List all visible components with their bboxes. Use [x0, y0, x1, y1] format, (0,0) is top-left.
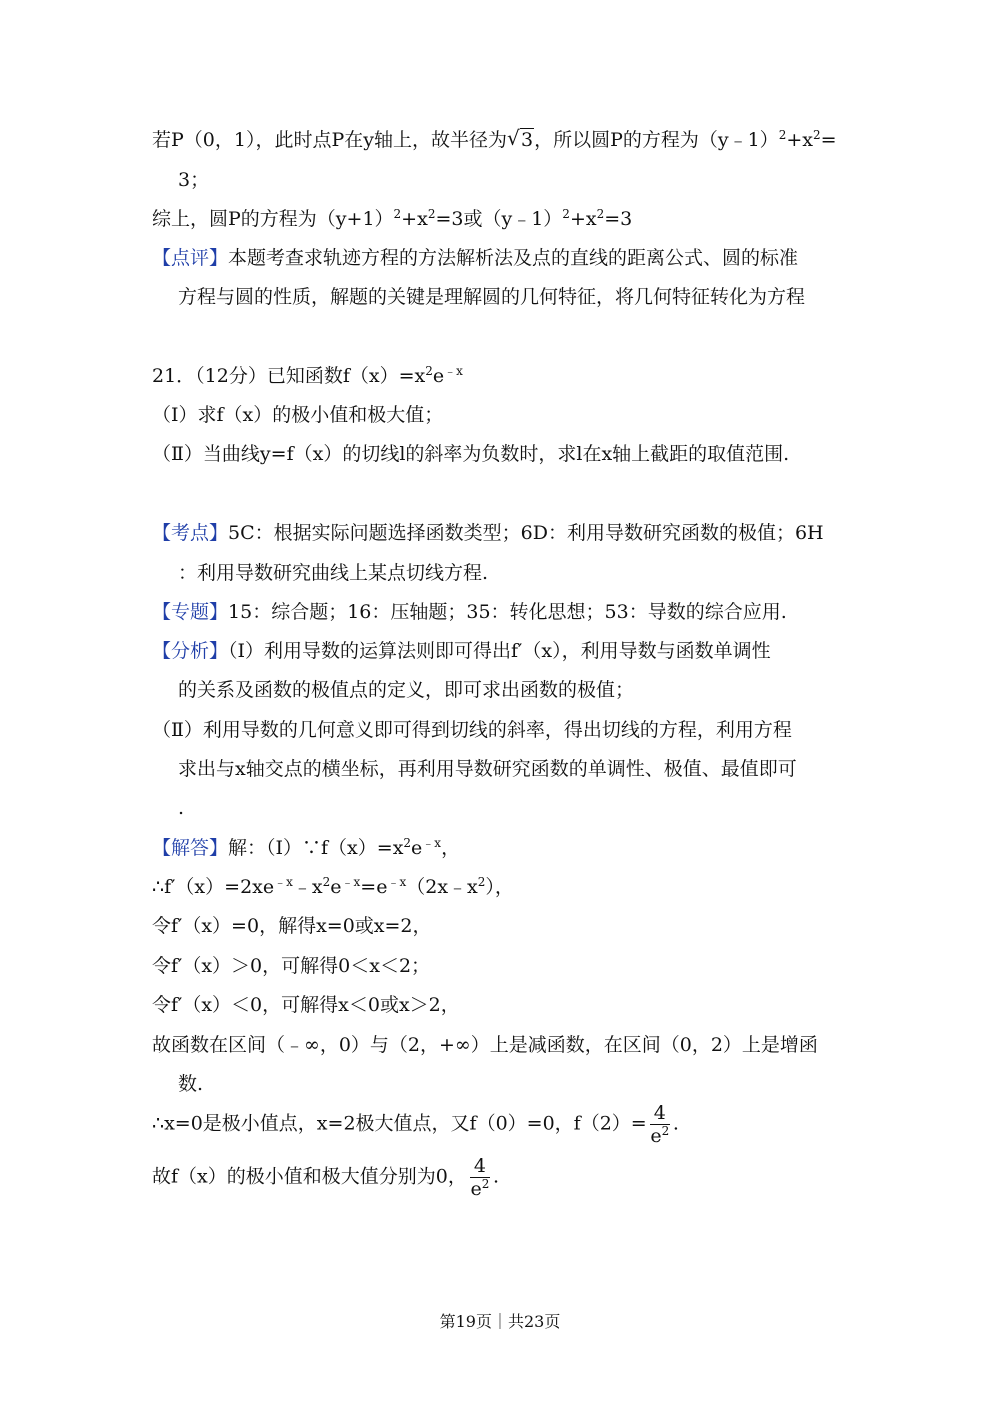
prev-solution-line-2: 3；	[178, 169, 210, 191]
comment-line-1	[152, 246, 852, 270]
answer-tag: 【解答】	[152, 837, 229, 859]
text: .	[492, 1165, 499, 1188]
text: e	[411, 837, 423, 859]
text: ﹣x	[292, 876, 323, 898]
answer-line-3: 令f′（x）=0，解得x=0或x=2，	[152, 915, 432, 937]
answer-line-9	[152, 1155, 852, 1200]
text: e	[432, 365, 445, 387]
fraction-numerator: 4	[470, 1155, 490, 1178]
exponent: 2	[477, 875, 486, 889]
exponent: 2	[812, 128, 821, 142]
text: ，所以圆P的方程为（y﹣1）	[534, 129, 779, 151]
text: e	[330, 876, 342, 898]
kaodian-line-1	[152, 521, 852, 545]
text: .	[672, 1112, 679, 1135]
answer-line-6: 故函数在区间（﹣∞，0）与（2，+∞）上是减函数，在区间（0，2）上是增函	[152, 1034, 818, 1056]
text: =e	[360, 876, 388, 898]
comment-text: 本题考查求轨迹方程的方法解析法及点的直线的距离公式、圆的标准	[228, 247, 799, 269]
zhuanti-text: 15：综合题；16：压轴题；35：转化思想；53：导数的综合应用.	[228, 601, 787, 623]
exponent: 2	[661, 1124, 670, 1138]
text: 综上，圆P的方程为（y+1）	[152, 208, 394, 230]
text: +x	[786, 129, 813, 151]
kaodian-text: 5C：根据实际问题选择函数类型；6D：利用导数研究函数的极值；6H	[228, 522, 824, 544]
text: ∴x=0是极小值点，x=2极大值点，又f（0）=0，f（2）=	[152, 1112, 647, 1135]
exponent: 2	[425, 364, 433, 378]
exponent: 2	[427, 207, 436, 221]
zhuanti-line	[152, 600, 852, 624]
exponent: 2	[596, 207, 605, 221]
text: e	[650, 1125, 662, 1147]
exponent: 2	[393, 207, 402, 221]
text: +x	[569, 208, 597, 230]
sqrt-value: 3	[520, 129, 534, 151]
radical-sign: √	[506, 126, 520, 150]
fenxi-line-5: .	[178, 797, 185, 819]
fenxi-text: （Ⅰ）利用导数的运算法则即可得出f′（x），利用导数与函数单调性	[228, 640, 771, 662]
text: 故f（x）的极小值和极大值分别为0，	[152, 1165, 467, 1188]
exponent: ﹣x	[387, 875, 407, 889]
fraction-denominator	[650, 1125, 670, 1147]
prev-solution-line-1	[152, 128, 852, 152]
fenxi-line-4: 求出与x轴交点的横坐标，再利用导数研究函数的单调性、极值、最值即可	[178, 758, 797, 780]
exponent: ﹣x	[444, 364, 463, 378]
fenxi-tag: 【分析】	[152, 640, 229, 662]
answer-line-2	[152, 875, 852, 899]
sqrt-expression	[507, 128, 534, 152]
text: ，	[441, 837, 461, 859]
zhuanti-tag: 【专题】	[152, 601, 229, 623]
text: e	[470, 1178, 482, 1200]
fenxi-line-3: （Ⅱ）利用导数的几何意义即可得到切线的斜率，得出切线的方程，利用方程	[152, 719, 792, 741]
fenxi-line-1	[152, 639, 852, 663]
problem-21-question-1: （Ⅰ）求f（x）的极小值和极大值；	[152, 404, 444, 426]
text: ），	[485, 876, 514, 898]
text: ∴f′（x）=2xe	[152, 876, 275, 898]
exponent: ﹣x	[422, 836, 442, 850]
answer-line-4: 令f′（x）＞0，可解得0＜x＜2；	[152, 955, 431, 977]
answer-line-1	[152, 836, 852, 860]
problem-21-question-2: （Ⅱ）当曲线y=f（x）的切线l的斜率为负数时，求l在x轴上截距的取值范围.	[152, 443, 790, 465]
answer-line-8	[152, 1102, 852, 1147]
page-footer: 第19页｜共23页	[439, 1312, 561, 1331]
text: =	[820, 129, 837, 151]
fraction-denominator	[470, 1178, 490, 1200]
kaodian-tag: 【考点】	[152, 522, 229, 544]
prev-solution-summary	[152, 207, 852, 231]
problem-21-stem	[152, 364, 852, 388]
text: 解：（Ⅰ）∵f（x）=x	[228, 837, 404, 859]
exponent: 2	[322, 875, 331, 889]
fraction-numerator: 4	[650, 1102, 670, 1125]
comment-line-2: 方程与圆的性质，解题的关键是理解圆的几何特征，将几何特征转化为方程	[178, 286, 806, 308]
fenxi-line-2: 的关系及函数的极值点的定义，即可求出函数的极值；	[178, 679, 635, 701]
exponent: 2	[778, 128, 787, 142]
exponent: 2	[481, 1177, 490, 1191]
text: +x	[401, 208, 428, 230]
exponent: 2	[562, 207, 570, 221]
comment-tag: 【点评】	[152, 247, 229, 269]
kaodian-line-2: ：利用导数研究曲线上某点切线方程.	[178, 562, 489, 584]
text: =3	[604, 208, 633, 230]
text: 若P（0，1），此时点P在y轴上，故半径为	[152, 129, 507, 151]
text: 21．（12分）已知函数f（x）=x	[152, 365, 426, 387]
text: （2x﹣x	[406, 876, 478, 898]
exponent: 2	[403, 836, 412, 850]
text: =3或（y﹣1）	[435, 208, 563, 230]
answer-line-5: 令f′（x）＜0，可解得x＜0或x＞2，	[152, 994, 460, 1016]
exponent: ﹣x	[341, 875, 361, 889]
fraction	[470, 1155, 490, 1200]
exponent: ﹣x	[274, 875, 293, 889]
fraction	[650, 1102, 670, 1147]
answer-line-7: 数.	[178, 1073, 204, 1095]
